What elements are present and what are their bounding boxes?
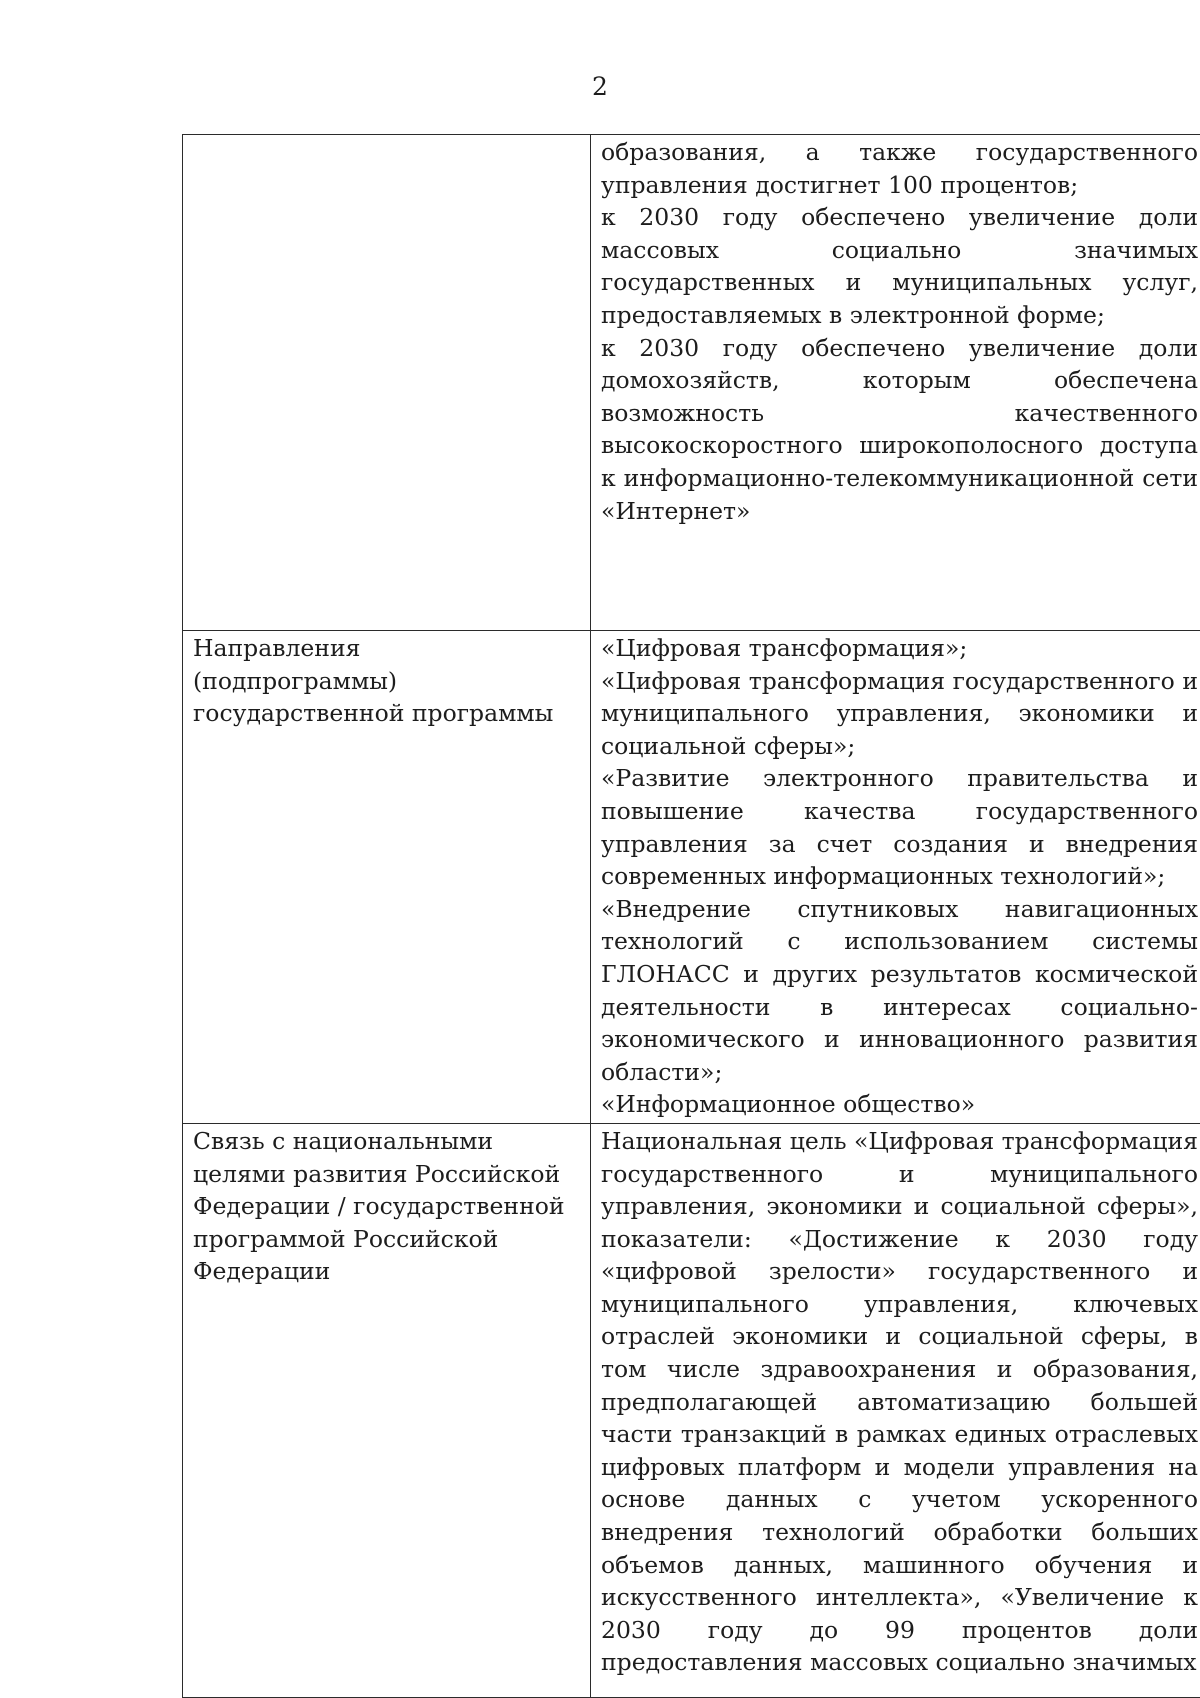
table-row-national-goals: [183, 1123, 1200, 1697]
direction-item: «Информационное общество»: [601, 1088, 1198, 1121]
table-row-goals: [183, 135, 1200, 631]
label-line: (подпрограммы): [193, 665, 580, 698]
label-line: Направления: [193, 632, 580, 665]
table-row-directions: [183, 631, 1200, 1124]
label-cell-directions: [183, 631, 591, 1124]
goal-paragraph: к 2030 году обеспечено увеличение доли домохозяйств, которым обеспечена возможность качественного высокоскоростного широкополосного доступа к информационно-телекоммуникационной сети «Интернет»: [601, 332, 1198, 528]
direction-item: «Развитие электронного правительства и повышение качества государственного управления за счет создания и внедрения современных информационных технологий»;: [601, 762, 1198, 892]
value-cell-directions: [591, 631, 1200, 1124]
label-line: Федерации / государственной: [193, 1190, 580, 1223]
direction-item: «Внедрение спутниковых навигационных технологий с использованием системы ГЛОНАСС и других результатов космической деятельности в интересах социально-экономического и инновационного развития области»;: [601, 893, 1198, 1089]
national-goal-paragraph: Национальная цель «Цифровая трансформация государственного и муниципального управления, экономики и социальной сферы», показатели: «Достижение к 2030 году «цифровой зрелости» государственного и муниципального управления, ключевых отраслей экономики и социальной сферы, в том числе здравоохранения и образования, предполагающей автоматизацию большей части транзакций в рамках единых отраслевых цифровых платформ и модели управления на основе данных с учетом ускоренного внедрения технологий обработки больших объемов данных, машинного обучения и искусственного интеллекта», «Увеличение к 2030 году до 99 процентов доли предоставления массовых социально значимых: [601, 1125, 1198, 1679]
direction-item: «Цифровая трансформация государственного и муниципального управления, экономики и социальной сферы»;: [601, 665, 1198, 763]
goal-paragraph: к 2030 году обеспечено увеличение доли массовых социально значимых государственных и муниципальных услуг, предоставляемых в электронной форме;: [601, 201, 1198, 331]
label-line: Связь с национальными: [193, 1125, 580, 1158]
goal-paragraph: образования, а также государственного управления достигнет 100 процентов;: [601, 136, 1198, 201]
label-cell-empty: [183, 135, 591, 631]
value-cell-goals: [591, 135, 1200, 631]
direction-item: «Цифровая трансформация»;: [601, 632, 1198, 665]
label-cell-national-goals: [183, 1123, 591, 1697]
label-line: целями развития Российской: [193, 1158, 580, 1191]
label-line: Федерации: [193, 1255, 580, 1288]
page-number: 2: [0, 72, 1200, 102]
program-passport-table: [182, 134, 1200, 1698]
label-line: государственной программы: [193, 697, 580, 730]
value-cell-national-goals: [591, 1123, 1200, 1697]
label-line: программой Российской: [193, 1223, 580, 1256]
